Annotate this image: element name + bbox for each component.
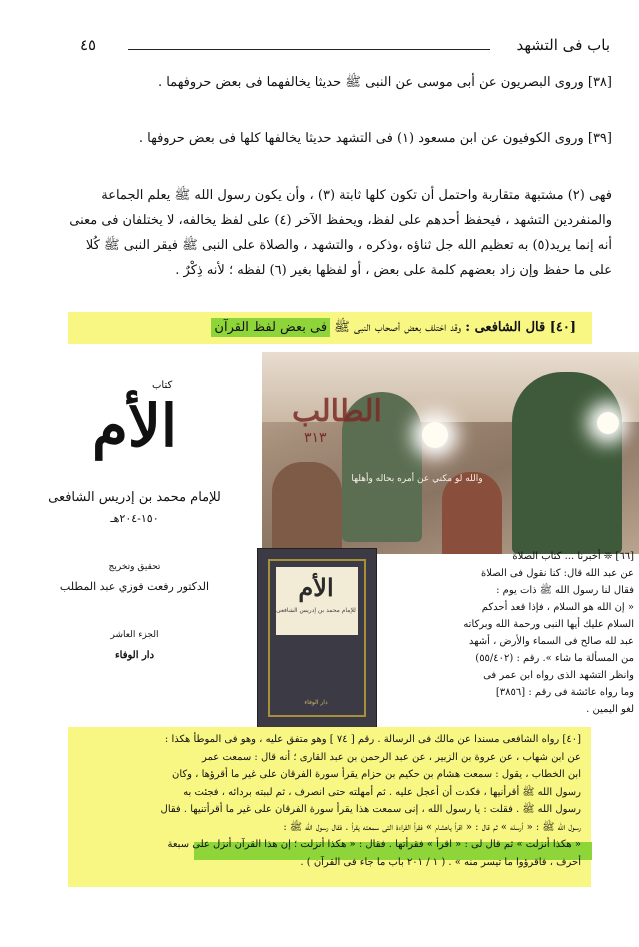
book-small-publisher: دار الوفاء	[304, 699, 328, 706]
book-small-title: الأم	[298, 573, 334, 602]
highlight-bottom	[68, 727, 591, 887]
photo-title: الطالب	[292, 394, 382, 429]
footnote-line: « هكذا أنزلت » ثم قال لى : « اقرأ » فقرأتها . فقال : « هكذا أنزلت ؛ إن هذا القرآن أنزل على سبعة	[167, 839, 581, 850]
highlight-40-green: فى بعض لفظ القرآن	[211, 318, 330, 337]
paragraph-main: فهى (٢) مشتبهة متقاربة واحتمل أن تكون كلها ثابتة (٣) ، وأن يكون رسول الله ﷺ يعلم الجماعة والمنفردين التشهد ، فيحفظ أحدهم على لفظ، ويحفظ الآخر (٤) على لفظ يخالفه، لا يختلفان فى معنى أنه إنما يريد(٥) به تعظيم الله جل ثناؤه ،وذكره ، والتشهد ، والصلاة على النبى ﷺ فيقر النبى ﷺ كُلا على ما حفظ وإن زاد بعضهم كلمة على بعض ، أو لفظها بغير (٦) لفظه ؛ لأنه ذِكْرٌ .	[69, 188, 612, 278]
text-line: السلام عليك أيها النبى ورحمة الله وبركاته	[463, 619, 634, 630]
footnote-line: [٤٠] رواه الشافعى مسندا عن مالك فى الرسالة . رقم [ ٧٤ ] وهو متفق عليه ، وهو فى الموطأ هكذا :	[164, 734, 581, 745]
photo-caption: والله لو مكني عن أمره بحاله وأهلها	[351, 474, 483, 484]
photo-number: ٣١٣	[304, 430, 327, 446]
photo-glow	[597, 412, 619, 434]
footnote-line: أحرف ، فاقرؤوا ما تيسر منه » . ( ١ / ٢٠١ باب ما جاء فى القرآن ) .	[300, 856, 581, 868]
book-small-subtitle: للإمام محمد بن إدريس الشافعى	[276, 607, 356, 614]
photo-figure	[512, 372, 622, 554]
book-cover-author: للإمام محمد بن إدريس الشافعى	[48, 490, 221, 505]
text-line: وما رواه عائشة فى رقم : [٣٨٥٦]	[495, 687, 634, 698]
paragraph-39: [٣٩] وروى الكوفيون عن ابن مسعود (١) فى التشهد حديثا يخالفها كلها فى بعض حروفها .	[138, 131, 612, 146]
highlight-40-label: [٤٠] قال الشافعى :	[465, 320, 576, 335]
chapter-title: باب فى التشهد	[516, 36, 610, 54]
book-cover-edit-label: تحقيق وتخريج	[108, 562, 161, 572]
middle-text	[376, 548, 634, 718]
text-line: عبد لله صالح فى السماء والأرض ، أشهد	[468, 636, 634, 647]
book-cover-editor: الدكتور رفعت فوزي عبد المطلب	[59, 580, 210, 593]
highlight-40-text: وقد اختلف بعض أصحاب النبى ﷺ	[330, 320, 466, 335]
book-cover-large	[32, 372, 237, 712]
book-cover-dates: ١٥٠-٢٠٤هـ	[110, 512, 159, 525]
footnote-line: ابن الخطاب ، يقول : سمعت هشام بن حكيم بن حزام يقرأ سورة الفرقان على غير ما أقرؤها ، وكان	[172, 769, 581, 780]
text-line: من المسألة ما شاء ». رقم : (٥٥/٤٠٢)	[475, 653, 634, 664]
book-cover-part: الجزء العاشر	[110, 630, 159, 640]
highlight-40	[68, 312, 592, 344]
footnote-line: عن ابن شهاب ، عن عروة بن الزبير ، عن عبد الرحمن بن عبد القارى ؛ أنه قال : سمعت عمر	[202, 751, 581, 763]
book-cover-title: الأم	[91, 392, 178, 460]
book-cover-small	[257, 548, 377, 728]
footnote-block	[71, 731, 581, 871]
footnote-line: رسول الله ﷺ : « أرسله » ثم قال : « اقرأ ياهشام » فقرأ القراءة التى سمعته يقرأ . فقال رسول الله ﷺ :	[283, 821, 581, 833]
text-line: لغو اليمين .	[586, 704, 634, 715]
text-line: عن عبد الله قال: كنا نقول فى الصلاة	[481, 568, 634, 579]
header-rule	[128, 49, 490, 50]
text-line: [٦٦] ❊ أخبرنا ... كتاب الصلاة	[512, 551, 634, 562]
photo-glow	[422, 422, 448, 448]
text-line: فقال لنا رسول الله ﷺ ذات يوم :	[496, 585, 634, 596]
text-line: « إن الله هو السلام ، فإذا قعد أحدكم	[481, 602, 634, 613]
photo-overlay	[262, 352, 639, 554]
footnote-line: رسول الله ﷺ أقرأنيها ، فكدت أن أعجل عليه . ثم أمهلته حتى انصرف ، ثم لببته بردائه ، فجئت به	[183, 786, 581, 798]
book-cover-publisher: دار الوفاء	[114, 650, 155, 661]
photo-figure	[442, 472, 502, 554]
book-cover-subtitle: كتاب	[152, 380, 173, 391]
paragraph-38: [٣٨] وروى البصريون عن أبى موسى عن النبى ﷺ حديثا يخالفهما فى بعض حروفهما .	[157, 75, 612, 90]
footnote-line: رسول الله ﷺ . فقلت : يا رسول الله ، إنى سمعت هذا يقرأ سورة الفرقان على غير ما أقرأتنيها . فقال	[160, 804, 581, 815]
text-line: وانظر التشهد الذى رواه ابن عمر فى	[483, 670, 634, 681]
page-number: ٤٥	[80, 36, 97, 54]
page-header	[80, 34, 610, 58]
